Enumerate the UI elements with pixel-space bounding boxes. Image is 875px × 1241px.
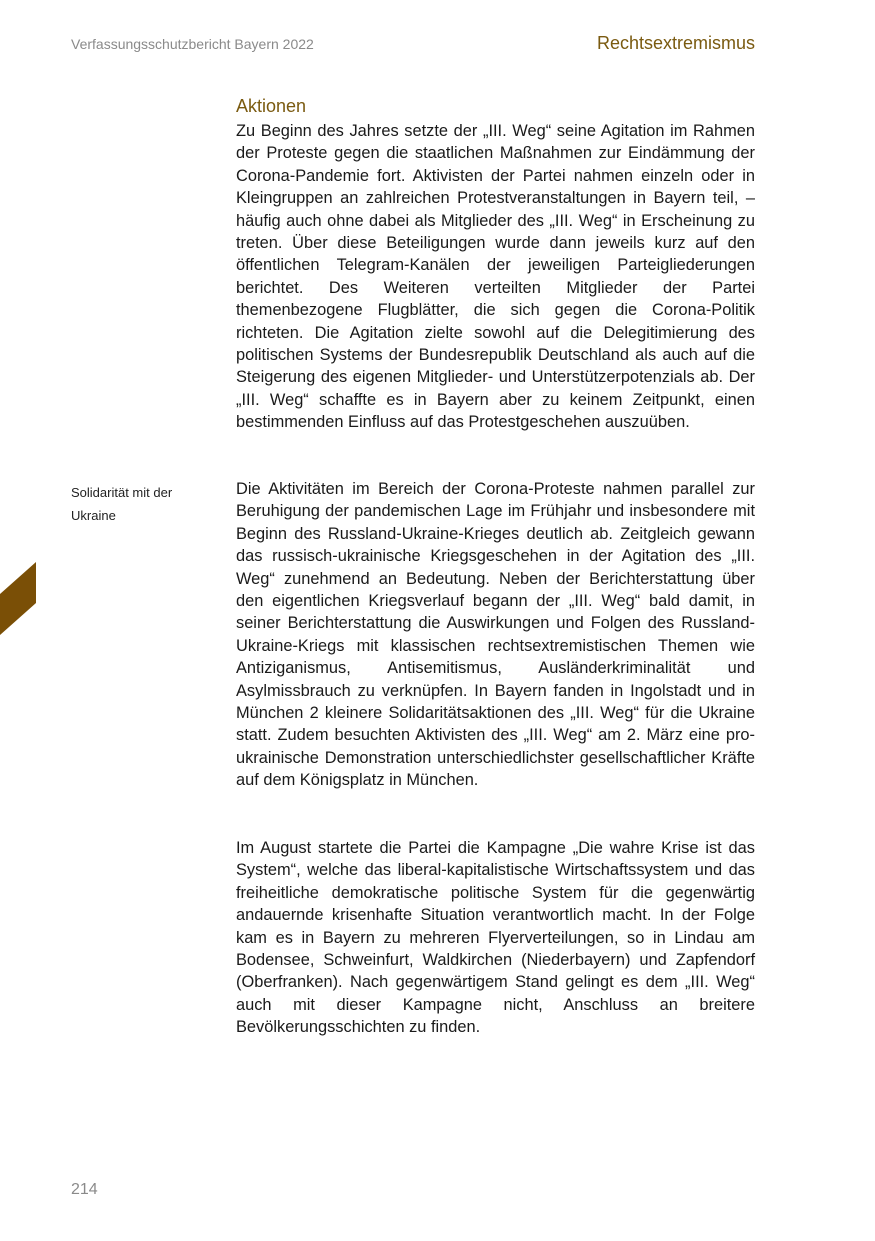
running-head-publication: Verfassungsschutzbericht Bayern 2022 <box>71 36 314 52</box>
chapter-edge-tab <box>0 562 36 635</box>
page-number: 214 <box>71 1181 98 1198</box>
margin-note: Solidarität mit der Ukraine <box>71 485 173 523</box>
paragraph-kampagne: Im August startete die Partei die Kampagne „Die wahre Krise ist das System“, welche das liberal-kapitalistische Wirtschaftssystem und das freiheitliche demokratische politische System für die gegenwärtig andauernde krisenhafte Situation verantwortlich macht. In der Folge kam es in Bayern zu mehreren Flyerverteilungen, so in Lindau am Bodensee, Schweinfurt, Waldkirchen (Niederbayern) und Zapfendorf (Oberfranken). Nach gegenwärtigem Stand gelingt es dem „III. Weg“ auch mit dieser Kampagne nicht, Anschluss an breitere Bevölkerungsschichten zu finden. <box>236 839 755 1037</box>
paragraph-ukraine: Die Aktivitäten im Bereich der Corona-Proteste nahmen parallel zur Beruhigung der pandemischen Lage im Frühjahr und insbesondere mit Beginn des Russland-Ukraine-Krieges deutlich ab. Zeitgleich gewann das russisch-ukrainische Kriegsgeschehen in der Agitation des „III. Weg“ zunehmend an Bedeutung. Neben der Berichterstattung über den eigentlichen Kriegsverlauf begann der „III. Weg“ bald damit, in seiner Berichterstattung die Auswirkungen und Folgen des Russland-Ukraine-Kriegs mit klassischen rechtsextremistischen Themen wie Antiziganismus, Antisemitismus, Ausländerkriminalität und Asylmissbrauch zu verknüpfen. In Bayern fanden in Ingolstadt und in München 2 kleinere Solidaritätsaktionen des „III. Weg“ für die Ukraine statt. Zudem besuchten Aktivisten des „III. Weg“ am 2. März eine pro-ukrainische Demonstration unterschiedlichster gesellschaftlicher Kräfte auf dem Königsplatz in München. <box>236 480 755 790</box>
running-head-chapter: Rechtsextremismus <box>596 33 755 53</box>
paragraph-aktionen: Zu Beginn des Jahres setzte der „III. Weg“ seine Agitation im Rahmen der Proteste gegen die staatlichen Maßnahmen zur Eindämmung der Corona-Pandemie fort. Aktivisten der Partei nahmen einzeln oder in Kleingruppen an zahlreichen Protestveranstaltungen in Bayern teil, –häufig auch ohne dabei als Mitglieder des „III. Weg“ in Erscheinung zu treten. Über diese Beteiligungen wurde dann jeweils kurz auf den öffentlichen Telegram-Kanälen der jeweiligen Parteigliederungen berichtet. Des Weiteren verteilten Mitglieder der Partei themenbezogene Flugblätter, die sich gegen die Corona-Politik richteten. Die Agitation zielte sowohl auf die Delegitimierung des politischen Systems der Bundesrepublik Deutschland als auch auf die Steigerung des eigenen Mitglieder- und Unterstützerpotenzials ab. Der „III. Weg“ schaffte es in Bayern aber zu keinem Zeitpunkt, einen bestimmenden Einfluss auf das Protestgeschehen auszuüben. <box>236 122 755 432</box>
section-heading: Aktionen <box>236 96 307 116</box>
